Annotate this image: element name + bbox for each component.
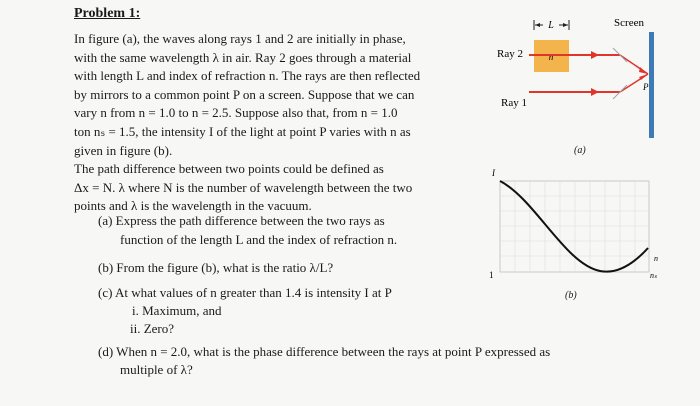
statement-line: vary n from n = 1.0 to n = 2.5. Suppose also that, from n = 1.0: [74, 105, 398, 121]
statement-line: by mirrors to a common point P on a screen. Suppose that we can: [74, 86, 415, 102]
part-d-line1: (d) When n = 2.0, what is the phase difference between the rays at point P expressed as: [98, 344, 551, 359]
part-a-line1: (a) Express the path difference between the two rays as: [98, 213, 385, 228]
ns-axis-label: nₛ: [650, 271, 657, 280]
statement-line: points and λ is the wavelength in the vacuum.: [74, 198, 312, 214]
dimension-arrow: [535, 23, 540, 27]
figure-b-caption: (b): [565, 290, 577, 301]
figure-a-caption: (a): [574, 145, 586, 156]
statement-line: In figure (a), the waves along rays 1 and 2 are initially in phase,: [74, 31, 406, 46]
ray2-arrow: [591, 51, 599, 59]
statement-line: ton nₛ = 1.5, the intensity I of the light at point P varies with n as: [74, 123, 411, 139]
figure-b-graph: [480, 164, 670, 304]
part-c-ii: ii. Zero?: [130, 321, 175, 336]
statement-line: Δx = N. λ where N is the number of wavelength between the two: [74, 179, 413, 195]
statement-line: with length L and index of refraction n. The rays are then reflected: [74, 68, 421, 84]
screen-bar: [649, 32, 654, 138]
ray1-arrow: [591, 88, 599, 96]
ray2-label: Ray 2: [497, 48, 523, 60]
figure-a-diagram: [495, 14, 665, 154]
part-c-i: i. Maximum, and: [132, 303, 222, 318]
part-b: (b) From the figure (b), what is the ratio λ/L?: [98, 260, 334, 275]
part-c: (c) At what values of n greater than 1.4 is intensity I at P: [98, 285, 392, 300]
material-label: n: [548, 52, 554, 62]
problem-title: Problem 1:: [74, 6, 141, 21]
intensity-curve: [500, 181, 648, 272]
part-d-line2: multiple of λ?: [120, 362, 193, 377]
statement-line: given in figure (b).: [74, 142, 173, 158]
part-a-line2: function of the length L and the index of refraction n.: [120, 232, 398, 247]
y-axis-label: I: [492, 168, 495, 178]
n-axis-label: n: [654, 254, 658, 263]
problem-statement: [74, 30, 494, 216]
reflected-ray2-arrow: [639, 67, 648, 74]
y-tick-label: 1: [489, 270, 494, 280]
statement-line: with the same wavelength λ in air. Ray 2 goes through a material: [74, 49, 412, 65]
screen-label: Screen: [614, 17, 644, 29]
ray1-label: Ray 1: [501, 97, 527, 109]
point-p-label: P: [643, 82, 649, 92]
length-label: L: [548, 20, 554, 31]
grid: [500, 181, 649, 272]
graph-frame: [500, 181, 649, 272]
statement-line: The path difference between two points could be defined as: [74, 161, 384, 177]
dimension-arrow: [563, 23, 568, 27]
